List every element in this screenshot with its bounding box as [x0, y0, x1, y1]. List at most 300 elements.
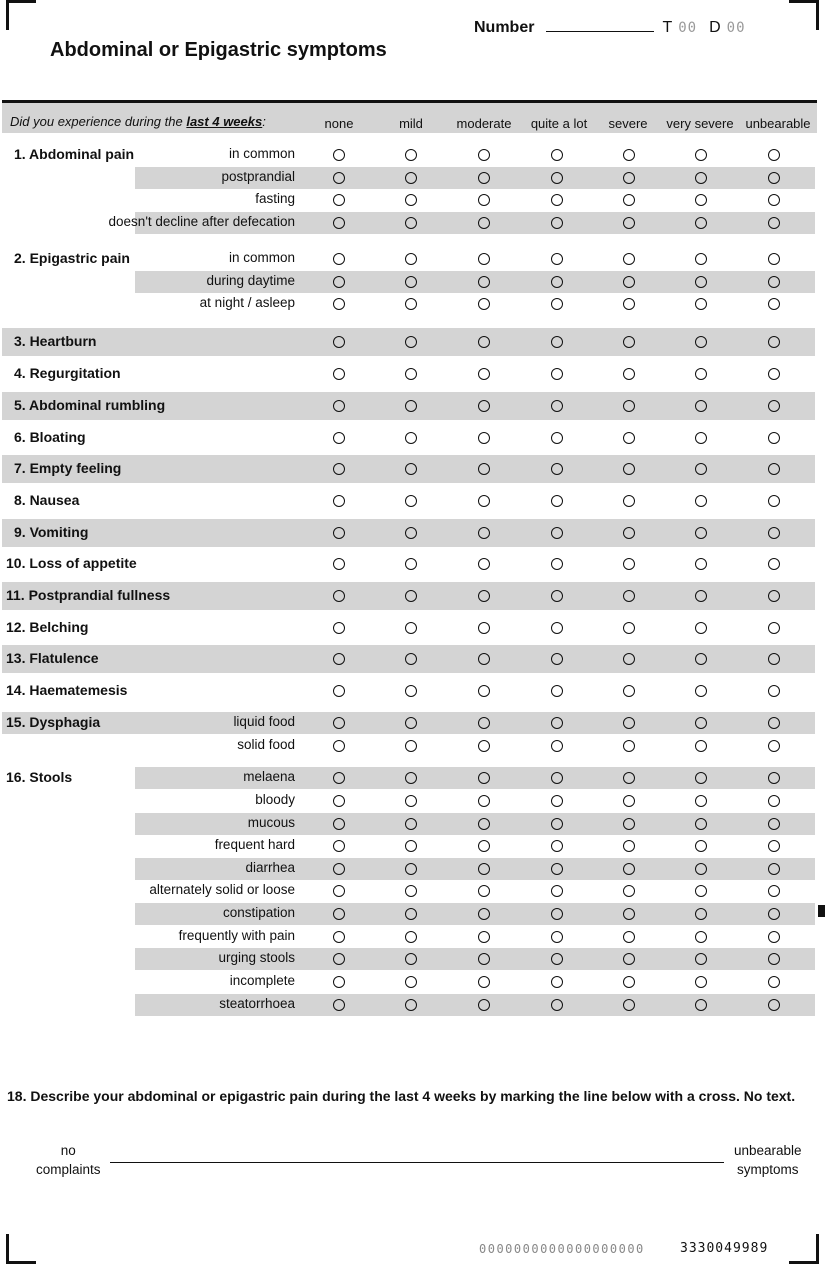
- severity-radio-mild[interactable]: [405, 432, 417, 444]
- severity-radio-quite-a-lot[interactable]: [551, 298, 563, 310]
- severity-radio-moderate[interactable]: [478, 653, 490, 665]
- severity-radio-quite-a-lot[interactable]: [551, 863, 563, 875]
- question-emphasis: last 4 weeks: [186, 114, 263, 129]
- question-label: 16. Stools: [6, 769, 73, 785]
- severity-radio-mild[interactable]: [405, 336, 417, 348]
- severity-radio-mild[interactable]: [405, 172, 417, 184]
- sub-item-label: frequently with pain: [178, 928, 295, 943]
- severity-radio-moderate[interactable]: [478, 527, 490, 539]
- severity-radio-very-severe[interactable]: [695, 253, 707, 265]
- d-label: D: [709, 19, 721, 36]
- barcode-digits: 0000000000000000000: [479, 1242, 645, 1256]
- severity-radio-none[interactable]: [333, 999, 345, 1011]
- severity-radio-none[interactable]: [333, 740, 345, 752]
- severity-radio-quite-a-lot[interactable]: [551, 999, 563, 1011]
- severity-radio-mild[interactable]: [405, 685, 417, 697]
- question-label: 8. Nausea: [14, 492, 80, 508]
- severity-radio-moderate[interactable]: [478, 840, 490, 852]
- severity-radio-very-severe[interactable]: [695, 368, 707, 380]
- severity-radio-moderate[interactable]: [478, 217, 490, 229]
- severity-radio-unbearable[interactable]: [768, 495, 780, 507]
- severity-radio-none[interactable]: [333, 217, 345, 229]
- sub-item-label: bloody: [255, 792, 295, 807]
- severity-radio-quite-a-lot[interactable]: [551, 685, 563, 697]
- registration-mark-bottom-left: [6, 1234, 36, 1264]
- table-header-row: [2, 103, 817, 133]
- severity-radio-severe[interactable]: [623, 885, 635, 897]
- severity-radio-severe[interactable]: [623, 863, 635, 875]
- severity-radio-very-severe[interactable]: [695, 863, 707, 875]
- severity-radio-unbearable[interactable]: [768, 740, 780, 752]
- severity-radio-unbearable[interactable]: [768, 217, 780, 229]
- severity-radio-severe[interactable]: [623, 336, 635, 348]
- question-label: 5. Abdominal rumbling: [14, 397, 166, 413]
- severity-radio-mild[interactable]: [405, 976, 417, 988]
- severity-radio-very-severe[interactable]: [695, 818, 707, 830]
- severity-radio-severe[interactable]: [623, 772, 635, 784]
- severity-radio-unbearable[interactable]: [768, 999, 780, 1011]
- severity-radio-very-severe[interactable]: [695, 336, 707, 348]
- severity-radio-unbearable[interactable]: [768, 400, 780, 412]
- page-title: Abdominal or Epigastric symptoms: [50, 39, 387, 61]
- severity-radio-unbearable[interactable]: [768, 795, 780, 807]
- severity-radio-moderate[interactable]: [478, 863, 490, 875]
- severity-radio-none[interactable]: [333, 298, 345, 310]
- severity-radio-moderate[interactable]: [478, 336, 490, 348]
- severity-radio-none[interactable]: [333, 253, 345, 265]
- severity-radio-none[interactable]: [333, 685, 345, 697]
- severity-radio-quite-a-lot[interactable]: [551, 953, 563, 965]
- severity-radio-severe[interactable]: [623, 999, 635, 1011]
- severity-radio-very-severe[interactable]: [695, 149, 707, 161]
- vas-right-line1: unbearable: [734, 1143, 802, 1158]
- severity-radio-very-severe[interactable]: [695, 976, 707, 988]
- severity-radio-unbearable[interactable]: [768, 622, 780, 634]
- severity-radio-unbearable[interactable]: [768, 527, 780, 539]
- severity-radio-quite-a-lot[interactable]: [551, 653, 563, 665]
- severity-radio-moderate[interactable]: [478, 149, 490, 161]
- severity-radio-severe[interactable]: [623, 953, 635, 965]
- t-value[interactable]: 00: [678, 20, 698, 36]
- table-row: [0, 735, 815, 757]
- severity-radio-mild[interactable]: [405, 463, 417, 475]
- severity-radio-very-severe[interactable]: [695, 885, 707, 897]
- severity-radio-severe[interactable]: [623, 818, 635, 830]
- severity-radio-very-severe[interactable]: [695, 276, 707, 288]
- sub-item-label: during daytime: [206, 273, 295, 288]
- table-row: [0, 144, 815, 166]
- severity-radio-mild[interactable]: [405, 298, 417, 310]
- severity-radio-quite-a-lot[interactable]: [551, 276, 563, 288]
- severity-radio-moderate[interactable]: [478, 999, 490, 1011]
- severity-radio-moderate[interactable]: [478, 590, 490, 602]
- severity-radio-none[interactable]: [333, 772, 345, 784]
- severity-radio-unbearable[interactable]: [768, 558, 780, 570]
- severity-radio-quite-a-lot[interactable]: [551, 368, 563, 380]
- severity-radio-none[interactable]: [333, 953, 345, 965]
- severity-radio-quite-a-lot[interactable]: [551, 463, 563, 475]
- severity-radio-very-severe[interactable]: [695, 717, 707, 729]
- table-row: [0, 677, 815, 705]
- vas-right-line2: symptoms: [737, 1162, 799, 1177]
- severity-radio-severe[interactable]: [623, 194, 635, 206]
- severity-radio-none[interactable]: [333, 276, 345, 288]
- severity-radio-very-severe[interactable]: [695, 172, 707, 184]
- severity-radio-unbearable[interactable]: [768, 194, 780, 206]
- severity-radio-moderate[interactable]: [478, 495, 490, 507]
- registration-mark-top-left: [6, 0, 36, 30]
- severity-radio-none[interactable]: [333, 172, 345, 184]
- table-row: [0, 582, 815, 610]
- severity-radio-moderate[interactable]: [478, 908, 490, 920]
- severity-radio-none[interactable]: [333, 653, 345, 665]
- sub-item-label: doesn't decline after defecation: [108, 214, 295, 229]
- severity-radio-quite-a-lot[interactable]: [551, 336, 563, 348]
- severity-radio-severe[interactable]: [623, 740, 635, 752]
- severity-radio-moderate[interactable]: [478, 795, 490, 807]
- severity-radio-unbearable[interactable]: [768, 976, 780, 988]
- severity-radio-severe[interactable]: [623, 795, 635, 807]
- severity-radio-mild[interactable]: [405, 653, 417, 665]
- table-row: [0, 767, 815, 789]
- severity-radio-mild[interactable]: [405, 276, 417, 288]
- severity-radio-none[interactable]: [333, 795, 345, 807]
- col-head-unbearable: unbearable: [745, 116, 811, 131]
- severity-radio-moderate[interactable]: [478, 558, 490, 570]
- severity-radio-unbearable[interactable]: [768, 953, 780, 965]
- severity-radio-severe[interactable]: [623, 495, 635, 507]
- severity-radio-mild[interactable]: [405, 149, 417, 161]
- severity-radio-quite-a-lot[interactable]: [551, 172, 563, 184]
- form-id: 3330049989: [680, 1241, 769, 1256]
- severity-radio-moderate[interactable]: [478, 194, 490, 206]
- severity-radio-severe[interactable]: [623, 368, 635, 380]
- severity-radio-very-severe[interactable]: [695, 298, 707, 310]
- severity-radio-quite-a-lot[interactable]: [551, 590, 563, 602]
- severity-radio-mild[interactable]: [405, 931, 417, 943]
- sub-item-label: solid food: [237, 737, 295, 752]
- severity-radio-moderate[interactable]: [478, 463, 490, 475]
- table-row: [0, 328, 815, 356]
- severity-radio-unbearable[interactable]: [768, 368, 780, 380]
- table-row: [0, 189, 815, 211]
- severity-radio-very-severe[interactable]: [695, 432, 707, 444]
- table-row: [0, 645, 815, 673]
- severity-radio-quite-a-lot[interactable]: [551, 495, 563, 507]
- table-row: [0, 858, 815, 880]
- severity-radio-quite-a-lot[interactable]: [551, 908, 563, 920]
- severity-radio-severe[interactable]: [623, 432, 635, 444]
- table-row: [0, 360, 815, 388]
- severity-radio-unbearable[interactable]: [768, 908, 780, 920]
- severity-radio-very-severe[interactable]: [695, 400, 707, 412]
- severity-radio-very-severe[interactable]: [695, 931, 707, 943]
- table-row: [0, 614, 815, 642]
- severity-radio-moderate[interactable]: [478, 172, 490, 184]
- question-label: 14. Haematemesis: [6, 682, 128, 698]
- table-row: [0, 248, 815, 270]
- sub-item-label: diarrhea: [245, 860, 295, 875]
- severity-radio-severe[interactable]: [623, 976, 635, 988]
- table-row: [0, 712, 815, 734]
- severity-radio-none[interactable]: [333, 818, 345, 830]
- severity-radio-severe[interactable]: [623, 527, 635, 539]
- severity-radio-unbearable[interactable]: [768, 590, 780, 602]
- col-head-very-severe: very severe: [666, 116, 734, 131]
- severity-radio-none[interactable]: [333, 149, 345, 161]
- severity-radio-very-severe[interactable]: [695, 840, 707, 852]
- table-row: [0, 167, 815, 189]
- severity-radio-none[interactable]: [333, 495, 345, 507]
- severity-radio-quite-a-lot[interactable]: [551, 772, 563, 784]
- severity-radio-mild[interactable]: [405, 818, 417, 830]
- vas-left-line2: complaints: [36, 1162, 101, 1177]
- severity-radio-quite-a-lot[interactable]: [551, 976, 563, 988]
- severity-radio-none[interactable]: [333, 931, 345, 943]
- severity-radio-very-severe[interactable]: [695, 495, 707, 507]
- severity-radio-very-severe[interactable]: [695, 590, 707, 602]
- severity-radio-severe[interactable]: [623, 149, 635, 161]
- severity-radio-unbearable[interactable]: [768, 717, 780, 729]
- severity-radio-severe[interactable]: [623, 217, 635, 229]
- severity-radio-very-severe[interactable]: [695, 558, 707, 570]
- severity-radio-unbearable[interactable]: [768, 653, 780, 665]
- severity-radio-unbearable[interactable]: [768, 149, 780, 161]
- vas-left-line1: no: [60, 1143, 76, 1158]
- severity-radio-mild[interactable]: [405, 772, 417, 784]
- severity-radio-none[interactable]: [333, 622, 345, 634]
- severity-radio-mild[interactable]: [405, 840, 417, 852]
- severity-radio-severe[interactable]: [623, 840, 635, 852]
- table-row: [0, 948, 815, 970]
- severity-radio-mild[interactable]: [405, 795, 417, 807]
- q18-instruction: 18. Describe your abdominal or epigastric pain during the last 4 weeks by marking the line below with a cross. No text.: [7, 1088, 796, 1104]
- severity-radio-moderate[interactable]: [478, 400, 490, 412]
- severity-radio-moderate[interactable]: [478, 717, 490, 729]
- severity-radio-mild[interactable]: [405, 717, 417, 729]
- severity-radio-mild[interactable]: [405, 527, 417, 539]
- severity-radio-unbearable[interactable]: [768, 276, 780, 288]
- severity-radio-severe[interactable]: [623, 298, 635, 310]
- sub-item-label: melaena: [243, 769, 295, 784]
- table-row: [0, 293, 815, 315]
- sub-item-label: mucous: [247, 815, 295, 830]
- severity-radio-very-severe[interactable]: [695, 653, 707, 665]
- severity-radio-mild[interactable]: [405, 622, 417, 634]
- severity-radio-severe[interactable]: [623, 253, 635, 265]
- severity-radio-moderate[interactable]: [478, 253, 490, 265]
- severity-radio-quite-a-lot[interactable]: [551, 558, 563, 570]
- severity-radio-unbearable[interactable]: [768, 840, 780, 852]
- severity-radio-mild[interactable]: [405, 217, 417, 229]
- severity-radio-none[interactable]: [333, 368, 345, 380]
- severity-radio-severe[interactable]: [623, 685, 635, 697]
- severity-radio-very-severe[interactable]: [695, 795, 707, 807]
- severity-radio-quite-a-lot[interactable]: [551, 717, 563, 729]
- row-shading: [135, 858, 815, 880]
- severity-radio-unbearable[interactable]: [768, 685, 780, 697]
- severity-radio-very-severe[interactable]: [695, 622, 707, 634]
- vas-left-anchor: [36, 1141, 101, 1179]
- severity-radio-unbearable[interactable]: [768, 818, 780, 830]
- severity-radio-very-severe[interactable]: [695, 217, 707, 229]
- severity-radio-severe[interactable]: [623, 400, 635, 412]
- question-label: 13. Flatulence: [6, 650, 99, 666]
- question-label: 1. Abdominal pain: [14, 146, 135, 162]
- severity-radio-none[interactable]: [333, 885, 345, 897]
- severity-radio-unbearable[interactable]: [768, 432, 780, 444]
- severity-radio-moderate[interactable]: [478, 931, 490, 943]
- severity-radio-mild[interactable]: [405, 863, 417, 875]
- table-row: [0, 971, 815, 993]
- severity-radio-none[interactable]: [333, 590, 345, 602]
- severity-radio-moderate[interactable]: [478, 818, 490, 830]
- severity-radio-unbearable[interactable]: [768, 463, 780, 475]
- severity-radio-very-severe[interactable]: [695, 685, 707, 697]
- severity-radio-quite-a-lot[interactable]: [551, 194, 563, 206]
- severity-radio-severe[interactable]: [623, 717, 635, 729]
- severity-radio-unbearable[interactable]: [768, 253, 780, 265]
- row-shading: [135, 767, 815, 789]
- severity-radio-quite-a-lot[interactable]: [551, 818, 563, 830]
- sub-item-label: alternately solid or loose: [149, 882, 295, 897]
- table-row: [0, 926, 815, 948]
- severity-radio-none[interactable]: [333, 976, 345, 988]
- edge-tick-mark: [818, 905, 825, 917]
- severity-radio-very-severe[interactable]: [695, 953, 707, 965]
- severity-radio-none[interactable]: [333, 336, 345, 348]
- t-label: T: [662, 19, 673, 36]
- table-row: [0, 550, 815, 578]
- severity-radio-unbearable[interactable]: [768, 863, 780, 875]
- severity-radio-mild[interactable]: [405, 590, 417, 602]
- severity-radio-moderate[interactable]: [478, 432, 490, 444]
- severity-radio-severe[interactable]: [623, 276, 635, 288]
- sub-item-label: frequent hard: [214, 837, 295, 852]
- severity-radio-none[interactable]: [333, 432, 345, 444]
- severity-radio-very-severe[interactable]: [695, 740, 707, 752]
- severity-radio-moderate[interactable]: [478, 622, 490, 634]
- table-row: [0, 424, 815, 452]
- table-row: [0, 790, 815, 812]
- severity-radio-severe[interactable]: [623, 931, 635, 943]
- severity-radio-severe[interactable]: [623, 908, 635, 920]
- severity-radio-unbearable[interactable]: [768, 772, 780, 784]
- severity-radio-unbearable[interactable]: [768, 931, 780, 943]
- severity-radio-none[interactable]: [333, 527, 345, 539]
- severity-radio-quite-a-lot[interactable]: [551, 622, 563, 634]
- severity-radio-quite-a-lot[interactable]: [551, 740, 563, 752]
- severity-radio-moderate[interactable]: [478, 298, 490, 310]
- severity-radio-very-severe[interactable]: [695, 194, 707, 206]
- severity-radio-very-severe[interactable]: [695, 908, 707, 920]
- severity-radio-mild[interactable]: [405, 194, 417, 206]
- severity-radio-quite-a-lot[interactable]: [551, 432, 563, 444]
- severity-radio-mild[interactable]: [405, 740, 417, 752]
- severity-radio-quite-a-lot[interactable]: [551, 840, 563, 852]
- table-row: [0, 994, 815, 1016]
- severity-radio-moderate[interactable]: [478, 953, 490, 965]
- severity-radio-unbearable[interactable]: [768, 172, 780, 184]
- table-row: [0, 487, 815, 515]
- severity-radio-unbearable[interactable]: [768, 885, 780, 897]
- severity-radio-quite-a-lot[interactable]: [551, 149, 563, 161]
- severity-radio-quite-a-lot[interactable]: [551, 527, 563, 539]
- severity-radio-moderate[interactable]: [478, 685, 490, 697]
- severity-radio-mild[interactable]: [405, 368, 417, 380]
- severity-radio-none[interactable]: [333, 400, 345, 412]
- severity-radio-none[interactable]: [333, 908, 345, 920]
- severity-radio-severe[interactable]: [623, 622, 635, 634]
- table-question: [10, 114, 266, 129]
- number-field[interactable]: [546, 10, 654, 32]
- severity-radio-quite-a-lot[interactable]: [551, 885, 563, 897]
- severity-radio-mild[interactable]: [405, 885, 417, 897]
- severity-radio-none[interactable]: [333, 840, 345, 852]
- severity-radio-quite-a-lot[interactable]: [551, 400, 563, 412]
- severity-radio-severe[interactable]: [623, 590, 635, 602]
- severity-radio-severe[interactable]: [623, 653, 635, 665]
- table-row: [0, 903, 815, 925]
- severity-radio-severe[interactable]: [623, 172, 635, 184]
- d-value[interactable]: 00: [726, 20, 746, 36]
- symptom-table: [2, 100, 817, 133]
- severity-radio-moderate[interactable]: [478, 976, 490, 988]
- severity-radio-mild[interactable]: [405, 953, 417, 965]
- severity-radio-quite-a-lot[interactable]: [551, 253, 563, 265]
- severity-radio-very-severe[interactable]: [695, 527, 707, 539]
- vas-line[interactable]: [110, 1162, 724, 1163]
- table-row: [0, 880, 815, 902]
- sub-item-label: steatorrhoea: [219, 996, 295, 1011]
- table-row: [0, 455, 815, 483]
- severity-radio-none[interactable]: [333, 863, 345, 875]
- severity-radio-very-severe[interactable]: [695, 999, 707, 1011]
- sub-item-label: constipation: [222, 905, 295, 920]
- severity-radio-mild[interactable]: [405, 558, 417, 570]
- sub-item-label: incomplete: [229, 973, 295, 988]
- severity-radio-quite-a-lot[interactable]: [551, 217, 563, 229]
- severity-radio-mild[interactable]: [405, 908, 417, 920]
- severity-radio-none[interactable]: [333, 558, 345, 570]
- sub-item-label: urging stools: [218, 950, 295, 965]
- severity-radio-moderate[interactable]: [478, 368, 490, 380]
- severity-radio-unbearable[interactable]: [768, 336, 780, 348]
- severity-radio-moderate[interactable]: [478, 885, 490, 897]
- severity-radio-very-severe[interactable]: [695, 463, 707, 475]
- registration-mark-bottom-right: [789, 1234, 819, 1264]
- severity-radio-none[interactable]: [333, 463, 345, 475]
- severity-radio-moderate[interactable]: [478, 772, 490, 784]
- severity-radio-mild[interactable]: [405, 400, 417, 412]
- severity-radio-mild[interactable]: [405, 999, 417, 1011]
- severity-radio-none[interactable]: [333, 194, 345, 206]
- severity-radio-moderate[interactable]: [478, 740, 490, 752]
- severity-radio-severe[interactable]: [623, 463, 635, 475]
- severity-radio-mild[interactable]: [405, 495, 417, 507]
- question-label: 9. Vomiting: [14, 524, 89, 540]
- severity-radio-quite-a-lot[interactable]: [551, 795, 563, 807]
- severity-radio-severe[interactable]: [623, 558, 635, 570]
- severity-radio-quite-a-lot[interactable]: [551, 931, 563, 943]
- question-label: 3. Heartburn: [14, 333, 97, 349]
- severity-radio-very-severe[interactable]: [695, 772, 707, 784]
- sub-item-label: liquid food: [233, 714, 295, 729]
- severity-radio-unbearable[interactable]: [768, 298, 780, 310]
- severity-radio-moderate[interactable]: [478, 276, 490, 288]
- severity-radio-none[interactable]: [333, 717, 345, 729]
- severity-radio-mild[interactable]: [405, 253, 417, 265]
